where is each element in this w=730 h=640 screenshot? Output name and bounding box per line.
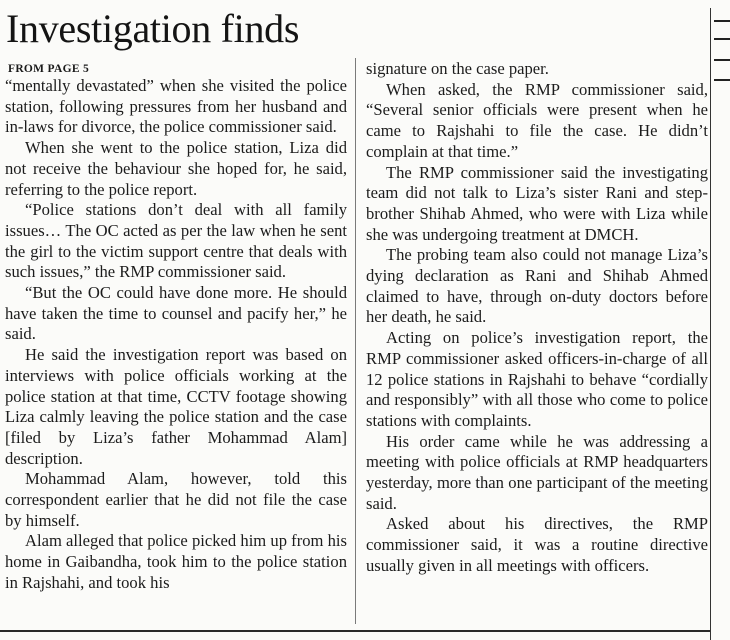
article-column-right: [366, 59, 708, 577]
paragraph: “mentally devastated” when she visited the police station, following pressures from her husband and in-laws for divorce, the police commissioner said.: [5, 76, 347, 137]
paragraph: Asked about his directives, the RMP commissioner said, it was a routine directive usually given in all meetings with officers.: [366, 514, 708, 575]
text-fragment: [714, 38, 730, 40]
text-fragment: [714, 79, 730, 81]
text-fragment: [714, 20, 730, 22]
paragraph: signature on the case paper.: [366, 59, 549, 78]
bottom-rule: [0, 630, 710, 632]
paragraph: “Police stations don’t deal with all family issues… The OC acted as per the law when he sent the girl to the victim support centre that deals with such issues,” the RMP commissioner said.: [5, 200, 347, 282]
paragraph: The probing team also could not manage Liza’s dying declaration as Rani and Shihab Ahmed claimed to have, through on-duty doctors before her death, he said.: [366, 245, 708, 327]
paragraph: When asked, the RMP commissioner said, “Several senior officials were present when he came to Rajshahi to file the case. He didn’t complain at that time.”: [366, 79, 708, 161]
paragraph: Alam alleged that police picked him up from his home in Gaibandha, took him to the police station in Rajshahi, and took his: [5, 531, 347, 592]
paragraph: His order came while he was addressing a meeting with police officials at RMP headquarters yesterday, more than one participant of the meeting said.: [366, 431, 708, 513]
paragraph: Mohammad Alam, however, told this correspondent earlier that he did not file the case by himself.: [5, 469, 347, 530]
paragraph: Acting on police’s investigation report, the RMP commissioner asked officers-in-charge of all 12 police stations in Rajshahi to behave “cordially and responsibly” with all those who come to police stations with complaints.: [366, 328, 708, 430]
article-column-left: [5, 76, 347, 594]
adjacent-column-fragment: [711, 0, 730, 640]
paragraph: He said the investigation report was based on interviews with police officials working at the police station at that time, CCTV footage showing Liza calmly leaving the police station and the case [filed by Liza’s father Mohammad Alam] description.: [5, 345, 347, 468]
text-fragment: [714, 59, 730, 61]
continuation-label: FROM PAGE 5: [8, 63, 90, 75]
paragraph: When she went to the police station, Liza did not receive the behaviour she hoped for, he said, referring to the police report.: [5, 138, 347, 199]
column-divider: [355, 58, 356, 624]
headline: Investigation finds: [6, 6, 300, 51]
paragraph: The RMP commissioner said the investigating team did not talk to Liza’s sister Rani and step-brother Shihab Ahmed, who were with Liza while she was undergoing treatment at DMCH.: [366, 162, 708, 244]
paragraph: “But the OC could have done more. He should have taken the time to counsel and pacify her,” he said.: [5, 283, 347, 344]
